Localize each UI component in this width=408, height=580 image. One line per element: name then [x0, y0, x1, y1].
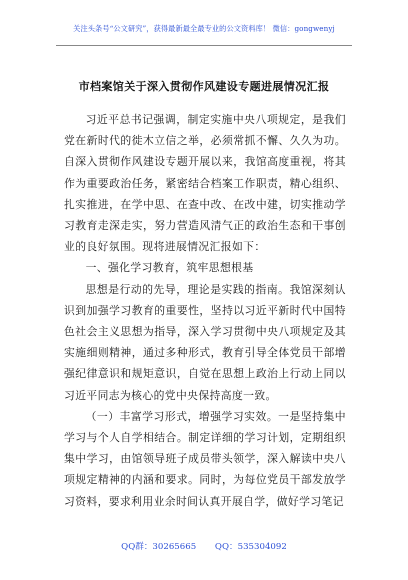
document-title: 市档案馆关于深入贯彻作风建设专题进展情况汇报	[78, 80, 330, 93]
header-banner: 关注头条号“公文研究”，获得最新最全最专业的公文资料库！ 微信：gongwenyj	[73, 24, 335, 33]
footer-contact	[0, 540, 408, 552]
section-heading: 一、强化学习教育，筑牢思想根基	[85, 261, 254, 275]
intro-paragraph: 习近平总书记强调，制定实施中央八项规定，是我们党在新时代的徙木立信之举，必须常抓不懈、久久为功。自深入贯彻作风建设专题开展以来，我馆高度重视，将其作为重要政治任务，紧密结合档案工作职责，精心组织、扎实推进，在学中思、在查中改、在改中建，切实推动学习教育走深走实，努力营造风清气正的政治生态和干事创业的良好氛围。现将进展情况汇报如下：	[64, 113, 346, 254]
subsection-paragraph: （一）丰富学习形式，增强学习实效。一是坚持集中学习与个人自学相结合。制定详细的学习计划，定期组织集中学习，由馆领导班子成员带头领学，深入解读中央八项规定精神的内涵和要求。同时，为每位党员干部发放学习资料，要求利用业余时间认真开展自学，做好学习笔记	[64, 409, 346, 508]
footer-qq: QQ：535304092	[214, 542, 287, 552]
header-divider	[56, 45, 352, 46]
section-paragraph: 思想是行动的先导，理论是实践的指南。我馆深刻认识到加强学习教育的重要性，坚持以习近平新时代中国特色社会主义思想为指导，深入学习贯彻中央八项规定及其实施细则精神，通过多种形式，教育引导全体党员干部增强纪律意识和规矩意识，自觉在思想上政治上行动上同以习近平同志为核心的党中央保持高度一致。	[64, 282, 346, 402]
footer-qq-group: QQ群：30265665	[121, 542, 197, 552]
document-body	[64, 109, 346, 512]
